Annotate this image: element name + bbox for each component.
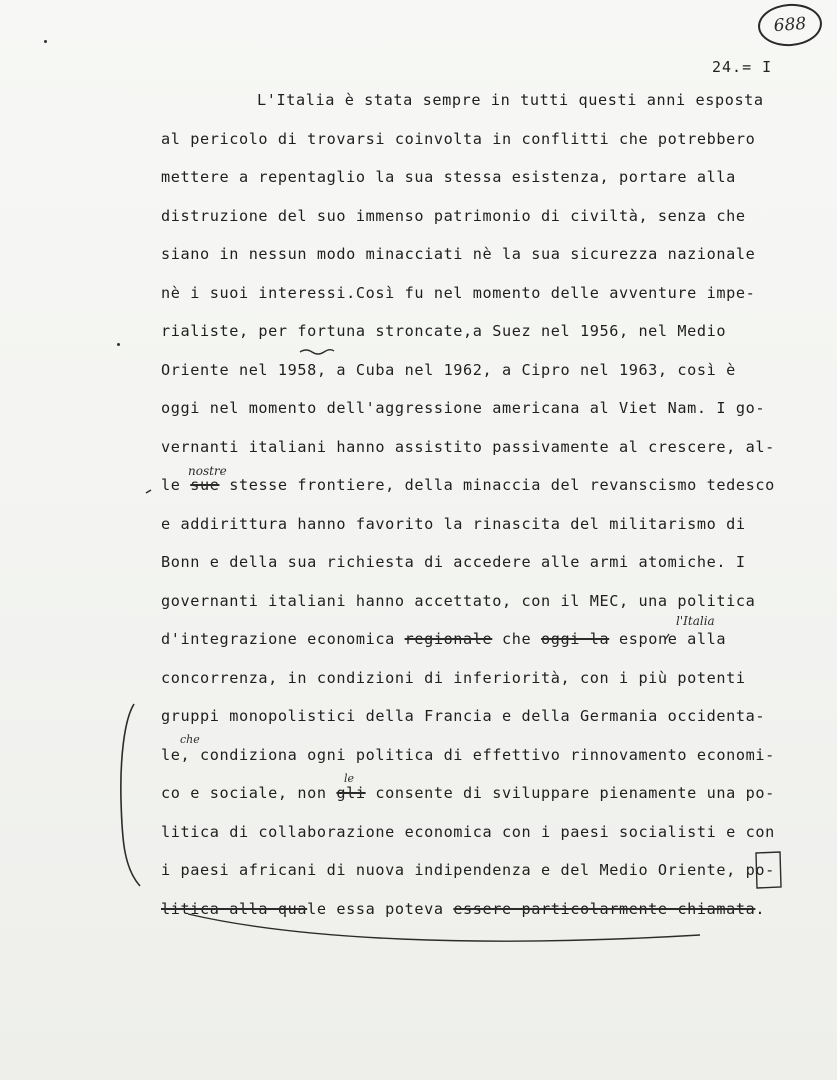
text-line: distruzione del suo immenso patrimonio di civiltà, senza che: [161, 206, 746, 225]
page-number: 24.= I: [712, 58, 773, 76]
margin-bracket-mark: [121, 704, 140, 886]
text-line: gruppi monopolistici della Francia e della Germania occidenta-: [161, 707, 766, 725]
struck-word: essere particolarmente chiamata: [453, 899, 756, 918]
paper-speck: [117, 343, 120, 346]
text-line: vernanti italiani hanno assistito passivamente al crescere, al-: [161, 437, 775, 456]
text-line: Oriente nel 1958, a Cuba nel 1962, a Cipro nel 1963, così è: [161, 360, 736, 379]
text-line: co e sociale, non gli consente di sviluppare pienamente una po-: [161, 784, 775, 802]
text-line: e addirittura hanno favorito la rinascita del militarismo di: [161, 514, 746, 533]
text-line: oggi nel momento dell'aggressione americana al Viet Nam. I go-: [161, 399, 766, 417]
text-line: concorrenza, in condizioni di inferiorità, con i più potenti: [161, 668, 746, 687]
text-line: siano in nessun modo minacciati nè la sua sicurezza nazionale: [161, 245, 756, 263]
handwritten-annotation: le: [344, 772, 355, 785]
insertion-caret-mark: [146, 490, 151, 493]
struck-word: sue: [190, 476, 220, 494]
text-line: litica alla quale essa poteva essere particolarmente chiamata.: [161, 899, 766, 918]
handwritten-annotation: che: [180, 733, 200, 746]
text-line: L'Italia è stata sempre in tutti questi anni esposta: [257, 91, 764, 109]
text-line: nè i suoi interessi.Così fu nel momento delle avventure impe-: [161, 283, 756, 302]
archive-number-stamp: 688: [757, 2, 824, 48]
paper-speck: [44, 40, 47, 43]
struck-word: oggi la: [541, 630, 610, 648]
text-line: mettere a repentaglio la sua stessa esistenza, portare alla: [161, 168, 736, 186]
text-line: le sue stesse frontiere, della minaccia del revanscismo tedesco: [161, 476, 775, 494]
text-line: Bonn e della sua richiesta di accedere alle armi atomiche. I: [161, 553, 746, 571]
typed-text-body: [161, 86, 801, 933]
struck-word: regionale: [404, 630, 493, 648]
text-line: litica di collaborazione economica con i paesi socialisti e con: [161, 822, 775, 841]
struck-word: gli: [336, 784, 366, 802]
struck-word: litica alla qua: [161, 899, 308, 918]
text-line: le, condiziona ogni politica di effettivo rinnovamento economi-: [161, 745, 775, 764]
text-line: i paesi africani di nuova indipendenza e del Medio Oriente, po-: [161, 861, 775, 879]
text-line: d'integrazione economica regionale che oggi la espone alla: [161, 630, 727, 648]
text-line: governanti italiani hanno accettato, con il MEC, una politica: [161, 591, 756, 610]
text-line: al pericolo di trovarsi coinvolta in conflitti che potrebbero: [161, 129, 756, 148]
handwritten-annotation: l'Italia: [676, 614, 715, 628]
handwritten-annotation: nostre: [188, 464, 227, 478]
text-line: rialiste, per fortuna stroncate,a Suez nel 1956, nel Medio: [161, 322, 727, 340]
